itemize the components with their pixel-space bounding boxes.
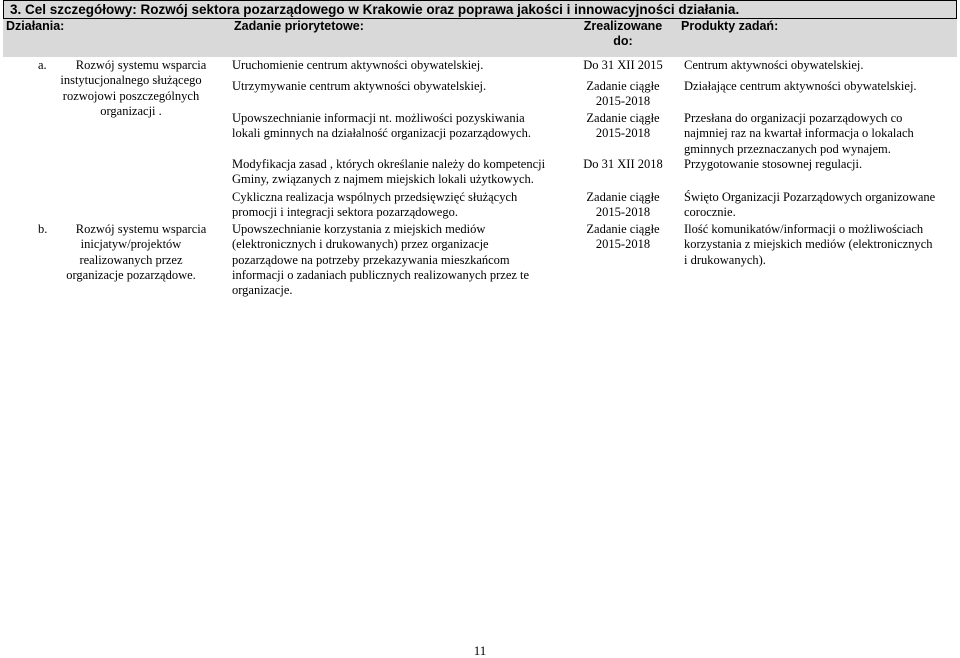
header-due-line2: do: xyxy=(613,34,633,48)
row-5-due-line2: 2015-2018 xyxy=(595,237,651,252)
action-a-rest xyxy=(38,73,224,119)
row-2-product-line3: gminnych przeznaczanych pod wynajem. xyxy=(684,141,891,156)
row-5-task-line1: Upowszechnianie korzystania z miejskich mediów xyxy=(232,222,486,236)
row-5-product-line1: Ilość komunikatów/informacji o możliwościach xyxy=(684,222,924,236)
row-3-task xyxy=(232,157,570,188)
row-5-due xyxy=(570,222,676,253)
header-products-label: Produkty zadań: xyxy=(681,19,779,33)
section-heading: 3. Cel szczegółowy: Rozwój sektora pozarządowego w Krakowie oraz poprawa jakości i innowacyjności działania. xyxy=(3,0,957,19)
row-4-due-line1: Zadanie ciągłe xyxy=(586,190,660,204)
row-0-due-line: Do 31 XII 2015 xyxy=(583,58,663,72)
action-a-first-line xyxy=(38,58,224,73)
row-1-task-line: Utrzymywanie centrum aktywności obywatelskiej. xyxy=(232,79,487,93)
action-b-line4: organizacje pozarządowe. xyxy=(66,267,196,282)
row-1-product xyxy=(684,79,957,94)
row-2-task-line1: Upowszechnianie informacji nt. możliwości pozyskiwania xyxy=(232,111,525,125)
row-4-task-line2: promocji i integracji sektora pozarządowego. xyxy=(232,205,458,220)
page-number: 11 xyxy=(473,643,487,658)
row-3-product-line: Przygotowanie stosownej regulacji. xyxy=(684,157,863,171)
row-1-due-line1: Zadanie ciągłe xyxy=(586,79,660,93)
action-b-first-line xyxy=(38,222,224,237)
row-3-task-line2: Gminy, związanych z najmem miejskich lokali użytkowych. xyxy=(232,172,534,187)
row-4-task xyxy=(232,190,570,221)
row-5-task-line4: informacji o zadaniach publicznych realizowanych przez te xyxy=(232,267,530,282)
row-1-product-line: Działające centrum aktywności obywatelskiej. xyxy=(684,79,917,93)
row-2-product-line1: Przesłana do organizacji pozarządowych co xyxy=(684,111,903,125)
row-0-due xyxy=(570,58,676,73)
row-2-due-line2: 2015-2018 xyxy=(595,126,651,141)
row-4-product-line2: corocznie. xyxy=(684,205,736,220)
row-3-task-line1: Modyfikacja zasad , których określanie należy do kompetencji xyxy=(232,157,546,171)
row-5-product-line2: korzystania z miejskich mediów (elektronicznych xyxy=(684,237,933,252)
row-2-task xyxy=(232,111,570,142)
row-0-product xyxy=(684,58,957,73)
header-tasks-label: Zadanie priorytetowe: xyxy=(234,19,364,33)
row-5-task-line3: pozarządowe na potrzeby przekazywania mieszkańcom xyxy=(232,252,510,267)
row-3-due-line: Do 31 XII 2018 xyxy=(583,157,663,171)
row-2-product xyxy=(684,111,957,157)
row-1-task xyxy=(232,79,570,94)
row-5-task-line2: (elektronicznych i drukowanych) przez organizacje xyxy=(232,237,489,252)
action-b-marker: b. xyxy=(38,222,48,236)
action-b xyxy=(38,222,224,283)
header-products xyxy=(676,19,957,57)
row-0-product-line: Centrum aktywności obywatelskiej. xyxy=(684,58,864,72)
row-5-product xyxy=(684,222,957,268)
row-2-task-line2: lokali gminnych na działalność organizacji pozarządowych. xyxy=(232,126,531,141)
row-4-due xyxy=(570,190,676,221)
row-5-task xyxy=(232,222,570,298)
row-1-due-line2: 2015-2018 xyxy=(595,94,651,109)
action-a-marker: a. xyxy=(38,58,47,72)
action-a-line2: instytucjonalnego służącego xyxy=(60,73,202,88)
action-b-line1: Rozwój systemu wsparcia xyxy=(75,222,207,236)
row-4-due-line2: 2015-2018 xyxy=(595,205,651,220)
row-4-task-line1: Cykliczna realizacja wspólnych przedsięwzięć służących xyxy=(232,190,518,204)
action-b-line2: inicjatyw/projektów xyxy=(80,237,182,252)
row-5-task-line5: organizacje. xyxy=(232,283,293,298)
action-a-line3: rozwojowi poszczególnych xyxy=(62,88,200,103)
row-1-due xyxy=(570,79,676,110)
header-due xyxy=(570,19,676,57)
action-a-line4: organizacji . xyxy=(100,103,162,118)
header-due-line1: Zrealizowane xyxy=(583,19,663,33)
row-2-due-line1: Zadanie ciągłe xyxy=(586,111,660,125)
row-2-due xyxy=(570,111,676,142)
header-actions-label: Działania: xyxy=(6,19,65,33)
row-5-product-line3: i drukowanych). xyxy=(684,252,766,267)
action-b-rest xyxy=(38,237,224,283)
action-b-line3: realizowanych przez xyxy=(79,252,183,267)
row-4-product-line1: Święto Organizacji Pozarządowych organizowane xyxy=(684,190,936,204)
action-a-line1: Rozwój systemu wsparcia xyxy=(75,58,207,72)
row-3-product xyxy=(684,157,957,172)
row-5-due-line1: Zadanie ciągłe xyxy=(586,222,660,236)
header-actions xyxy=(3,19,224,57)
row-3-due xyxy=(570,157,676,172)
row-2-product-line2: najmniej raz na kwartał informacja o lokalach xyxy=(684,126,914,141)
row-0-task-line: Uruchomienie centrum aktywności obywatelskiej. xyxy=(232,58,484,72)
row-4-product xyxy=(684,190,957,221)
action-a xyxy=(38,58,224,119)
header-tasks xyxy=(224,19,570,57)
row-0-task xyxy=(232,58,570,73)
